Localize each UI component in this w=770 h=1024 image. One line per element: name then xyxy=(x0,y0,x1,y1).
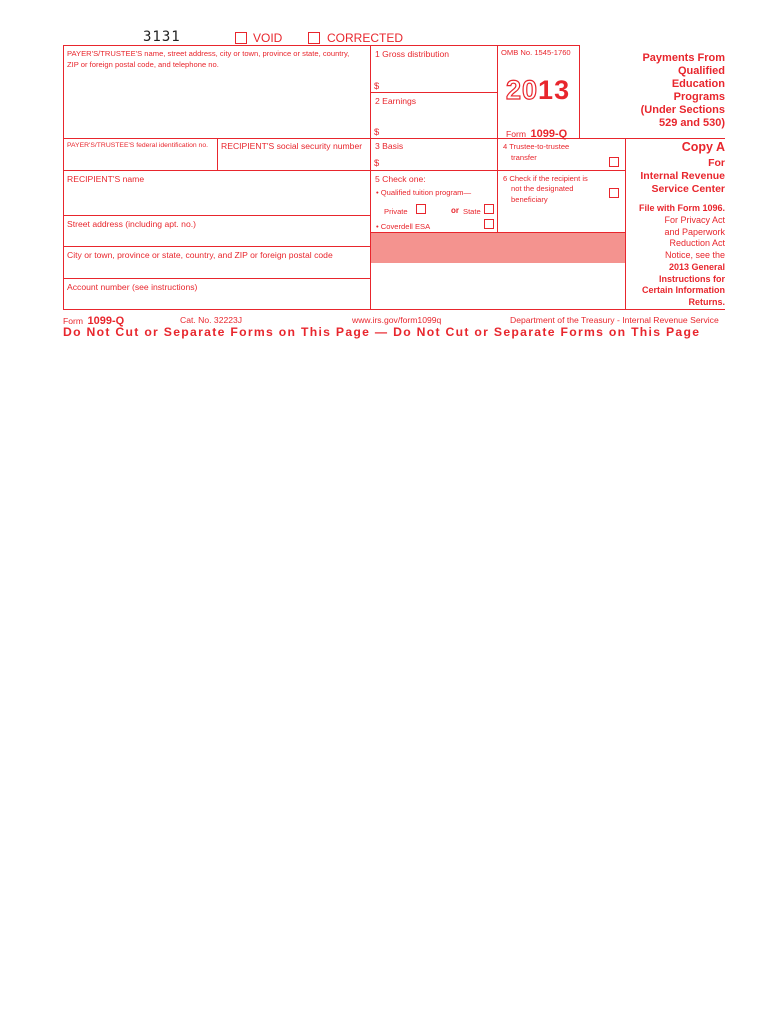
box1-dollar: $ xyxy=(374,80,380,91)
top-border xyxy=(63,45,579,46)
tax-year xyxy=(506,75,570,106)
void-label: VOID xyxy=(253,31,283,45)
street-address-label: Street address (including apt. no.) xyxy=(67,219,196,229)
notice-bold-line: Returns. xyxy=(688,296,725,307)
recipient-ssn-label: RECIPIENT'S social security number xyxy=(221,141,363,151)
payer-name-label-1: PAYER'S/TRUSTEE'S name, street address, city or town, province or state, country, xyxy=(67,49,350,58)
box5-or-label: or xyxy=(451,206,459,215)
privacy-notice xyxy=(620,215,725,309)
omb-form-prefix: Form xyxy=(506,129,527,139)
box3-label: 3 Basis xyxy=(375,141,404,151)
form-title-line: Programs xyxy=(673,91,725,103)
box6-label-3: beneficiary xyxy=(511,195,548,204)
payer-name-field[interactable] xyxy=(64,72,369,137)
payer-fed-id-label: PAYER'S/TRUSTEE'S federal identification no. xyxy=(67,142,208,149)
box4-label-1: 4 Trustee-to-trustee xyxy=(503,142,570,151)
box5-state-checkbox[interactable] xyxy=(484,204,494,214)
hline-row3 xyxy=(63,170,625,171)
omb-form-number: 1099-Q xyxy=(530,128,568,140)
vline-payer-right xyxy=(370,45,371,310)
box4-label-2: transfer xyxy=(511,153,537,162)
tax-year-outline: 20 xyxy=(506,75,539,105)
form-code: 3131 xyxy=(143,29,181,45)
form-title xyxy=(600,52,725,130)
notice-bold-line: Instructions for xyxy=(658,273,725,284)
box5-state-label: State xyxy=(463,207,481,216)
city-label: City or town, province or state, country, and ZIP or foreign postal code xyxy=(67,250,333,260)
notice-bold-line: Certain Information xyxy=(641,285,725,296)
notice-line: For Privacy Act xyxy=(664,215,725,225)
vline-omb-right xyxy=(579,45,580,139)
payer-fed-id-field[interactable] xyxy=(64,152,216,169)
shaded-area xyxy=(371,233,625,263)
hline-street-city xyxy=(63,246,371,247)
irs-line-1: Internal Revenue xyxy=(640,170,725,182)
footer-form-number: 1099-Q xyxy=(87,315,125,327)
do-not-cut-warning: Do Not Cut or Separate Forms on This Page — Do Not Cut or Separate Forms on This Page xyxy=(63,325,701,339)
form-title-line: Payments From xyxy=(642,52,725,64)
tax-year-solid: 13 xyxy=(538,75,571,105)
recipient-name-label: RECIPIENT'S name xyxy=(67,174,145,184)
recipient-ssn-field[interactable] xyxy=(218,152,369,169)
box1-field[interactable] xyxy=(383,76,495,91)
for-label: For xyxy=(708,157,725,169)
hline-city-account xyxy=(63,278,371,279)
box6-label-1: 6 Check if the recipient is xyxy=(503,174,588,183)
box5-coverdell-label: • Coverdell ESA xyxy=(376,222,431,231)
copy-a-label: Copy A xyxy=(681,140,725,154)
city-field[interactable] xyxy=(64,261,369,277)
box2-dollar: $ xyxy=(374,126,380,137)
void-checkbox[interactable] xyxy=(235,32,247,44)
hline-box1-box2 xyxy=(370,92,498,93)
box3-dollar: $ xyxy=(374,157,380,168)
notice-line: Reduction Act xyxy=(669,238,725,249)
payer-name-label-2: ZIP or foreign postal code, and telephone no. xyxy=(67,60,219,69)
box5-label: 5 Check one: xyxy=(375,174,426,184)
vline-omb-left xyxy=(497,45,498,233)
file-with-label: File with Form 1096. xyxy=(638,203,725,213)
recipient-name-field[interactable] xyxy=(64,186,369,214)
form-title-line: 529 and 530) xyxy=(658,117,725,129)
box5-private-label: Private xyxy=(384,207,408,216)
box5-private-checkbox[interactable] xyxy=(416,204,426,214)
box3-field[interactable] xyxy=(383,153,495,169)
footer-form-prefix: Form xyxy=(63,316,84,326)
box4-checkbox[interactable] xyxy=(609,157,619,167)
corrected-checkbox[interactable] xyxy=(308,32,320,44)
box5-qtp-label: • Qualified tuition program— xyxy=(376,188,472,197)
account-number-field[interactable] xyxy=(64,293,369,308)
irs-url: www.irs.gov/form1099q xyxy=(352,315,442,325)
omb-form-name xyxy=(506,124,567,142)
form-title-line: Qualified xyxy=(677,65,725,77)
department-label: Department of the Treasury - Internal Revenue Service xyxy=(510,315,719,325)
notice-bold-line: 2013 General xyxy=(668,261,725,272)
notice-line: and Paperwork xyxy=(664,226,725,237)
box1-label: 1 Gross distribution xyxy=(375,49,450,59)
cat-number: Cat. No. 32223J xyxy=(180,315,243,325)
account-number-label: Account number (see instructions) xyxy=(67,282,198,292)
box2-label: 2 Earnings xyxy=(375,96,417,106)
box6-checkbox[interactable] xyxy=(609,188,619,198)
box2-field[interactable] xyxy=(383,122,495,137)
corrected-label: CORRECTED xyxy=(327,31,404,45)
box6-label-2: not the designated xyxy=(511,184,574,193)
form-title-line: Education xyxy=(671,78,725,90)
form-title-line: (Under Sections xyxy=(640,104,725,116)
omb-number: OMB No. 1545-1760 xyxy=(501,48,571,57)
irs-line-2: Service Center xyxy=(651,183,725,195)
hline-name-street xyxy=(63,215,371,216)
notice-line: Notice, see the xyxy=(664,250,725,261)
box5-coverdell-checkbox[interactable] xyxy=(484,219,494,229)
street-address-field[interactable] xyxy=(64,230,369,245)
